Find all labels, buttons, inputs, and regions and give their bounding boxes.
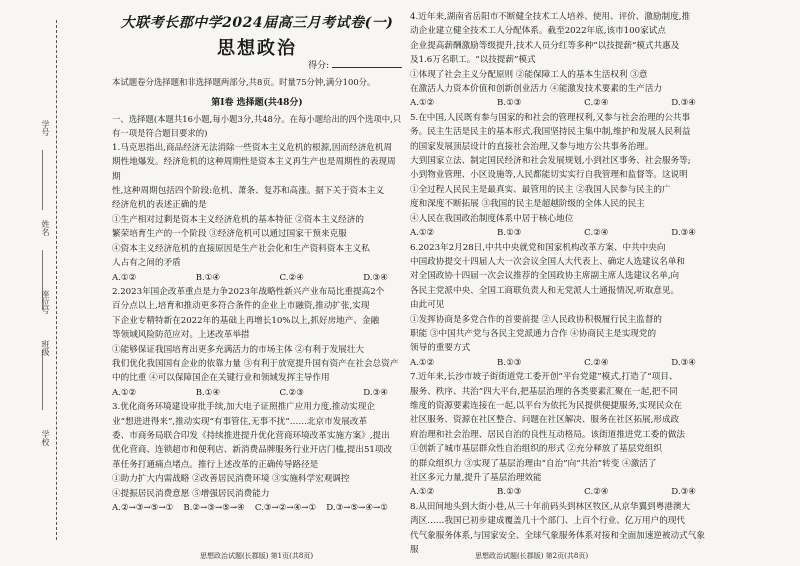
question-line: 7.近年来,长沙市坡子街街道党工委开创“平台党建”模式,打造了“项目、: [410, 372, 678, 383]
question-line: 等领域风险防范应对。上述改革举措: [112, 330, 250, 341]
choice-c: C.②④: [584, 487, 609, 498]
option-line: 我们优化我国国有企业的依靠力量 ③有利于放宽提升国有资产在社会总资产: [112, 358, 399, 369]
option-line: 繁荣培育生产的一个阶段 ③经济危机可以通过国家干预来克服: [112, 229, 347, 240]
question-line: 4.近年来,湖南省岳阳市不断健全技术工人培养、使用、评价、激励制度,推: [410, 12, 691, 22]
choice-a: A.①②: [112, 272, 137, 283]
option-line: 职能 ③中国共产党与各民主党派通力合作 ④协商民主是实现党的: [410, 328, 657, 339]
question: [410, 500, 710, 558]
choice-a: A.①②: [410, 357, 435, 368]
score-label: 得分:: [308, 60, 330, 71]
option-line: ①能够保证我国培育出更多充满活力的市场主体 ②有利于发展壮大: [112, 344, 364, 355]
right-column: [410, 10, 710, 555]
question-line: 中国政协提交十四届人大一次会议全国人大代表上、确定人选建议名单和: [410, 256, 686, 267]
choice-d: D.③④: [671, 357, 696, 368]
option-line: ①全过程人民民主是最真实、最管用的民主 ②我国人民参与民主的广: [410, 184, 671, 195]
question-line: 服务、秩序、共治”四大平台,把基层治理的各类要素汇聚在一起,把不同: [410, 386, 678, 397]
question-line: 的国家发展顶层设计的直接社会治理,又参与地方公共事务治理。: [410, 141, 654, 152]
volume-title: 第Ⅰ卷 选择题(共48分): [211, 97, 303, 108]
score-field: [112, 59, 402, 73]
question-line: 6.2023年2月28日,中共中央就党和国家机构改革方案、中共中央向: [410, 242, 666, 253]
choice-a: A.②→③→⑤→①: [112, 503, 174, 513]
question-line: 1.马克思指出,商品经济无法消除一些资本主义危机的根源,因而经济危机周: [112, 142, 393, 153]
choice-c: C.②④: [279, 272, 304, 283]
question-line: 优化营商、连锁超市和便利店、新消费品牌服务行业开店门槛,提出51项改: [112, 445, 393, 456]
subject-title: 思想政治: [217, 38, 297, 60]
option-line: ①创新了城市基层群众性自治组织的形式 ②充分释放了基层党组织: [410, 444, 662, 455]
choice-b: B.①③: [497, 98, 522, 109]
question-line: 社区服务、资源在社区整合、问题在社区解决、服务在社区拓展,形成政: [410, 415, 680, 426]
question: [410, 111, 710, 241]
page-footer-right: 思想政治试题(长郡版) 第2页(共8页): [475, 552, 589, 560]
question-line: 2.2023年国企改革重点是力争2023年战略性新兴产业布局比重提高2个: [112, 286, 385, 297]
question-line: 百分点以上,培育和推动更多符合条件的企业上市融资,推动扩张,实现: [112, 301, 370, 312]
option-line: 的群众组织力 ③实现了基层治理由“自治”向“共治”转变 ④激活了: [410, 458, 657, 469]
answer-choices: [410, 226, 710, 240]
choice-a: A.①②: [410, 487, 435, 498]
question: [410, 10, 710, 111]
question-line: 及1.6万名职工。“以技提薪”模式: [410, 55, 536, 66]
question-line: 经济危机的表述正确的是: [112, 200, 207, 211]
option-line: ④资本主义经济危机的直接原因是生产社会化和生产资料资本主义私: [112, 243, 370, 254]
question-line: 大到国家立法、制定国民经济和社会发展规划,小到社区事务、社会服务等;: [410, 156, 691, 167]
choice-b: B.①④: [195, 387, 221, 398]
option-line: 领导的重要方式: [410, 343, 471, 354]
question-line: 务。民主生活是民主的基本形式,我国坚持民主集中制,维护和发展人民利益: [410, 127, 691, 138]
question-line: 革任务打通痛点堵点。推行上述改革的正确传导路径是: [112, 459, 319, 470]
binding-field-line: [42, 150, 43, 210]
choice-a: A.①②: [410, 228, 435, 239]
choice-b: B.①③: [497, 228, 522, 239]
choice-b: B.①③: [497, 487, 522, 498]
answer-choices: [410, 356, 710, 370]
question-line: 性,这种周期包括四个阶段:危机、萧条、复苏和高涨。据下关于资本主义: [112, 186, 385, 197]
binding-label-class: 班级: [41, 340, 50, 356]
choice-d: D.③④: [363, 387, 388, 398]
binding-margin: [0, 0, 68, 566]
binding-label-seat: 座位号: [41, 290, 50, 314]
choice-c: C.②④: [584, 228, 609, 239]
page-footer-left: 思想政治试题(长郡版) 第1页(共8页): [200, 552, 314, 560]
option-line: ①生产相对过剩是资本主义经济危机的基本特征 ②资本主义经济的: [112, 214, 364, 225]
question-line: 8.从田间地头到大街小巷,从三十年前码头到林区牧区,从京华翼到粤港澳大: [410, 501, 691, 512]
choice-d: D.③④: [363, 272, 388, 283]
question-line: 动企业建立健全技术工人分配体系。截至2022年底,该市100家试点: [410, 26, 666, 37]
question-line: 委、市商务局联合印发《持续推进提升优化营商环境改革实施方案》,提出: [112, 430, 390, 441]
answer-choices: [410, 96, 710, 110]
choice-b: B.①③: [497, 357, 522, 368]
exam-note: 本试题卷分选择题和非选择题两部分,共8页。时量75分钟,满分100分。: [112, 77, 376, 88]
score-blank: [332, 59, 402, 68]
question: [112, 400, 402, 515]
exam-title: 大联考长郡中学2024届高三月考试卷(一): [120, 15, 394, 31]
answer-choices: [112, 386, 402, 400]
question-line: 期性地爆发。经济危机的这种周期性是资本主义再生产也是周期性的表现周期: [112, 157, 396, 182]
option-line: ④人民在我国政治制度体系中居于核心地位: [410, 213, 574, 224]
question: [112, 285, 402, 400]
question-line: 小到物业管理、小区设施等,人民都能切实实行自我管理和监督等。这说明: [410, 170, 688, 181]
question-line: 代气象服务体系,与国家安全、全球气象服务体系对接和全面加速逆被动式气象服: [410, 530, 705, 556]
choice-d: D.③④: [671, 487, 696, 498]
option-line: 人占有之间的矛盾: [112, 258, 181, 269]
answer-choices: [112, 271, 402, 285]
question-line: 业“想进进得来”,推动实现“有事管住,无事不扰”……北京市发展改革: [112, 416, 368, 427]
option-line: 中的比重 ④可以保障国企在关键行业和领域发挥主导作用: [112, 373, 330, 384]
question-line: 5.在中国,人民既有参与国家的和社会的管理权利,又参与社会治理的公共事: [410, 112, 691, 123]
question: [410, 370, 710, 500]
question-line: 由此可见: [410, 300, 445, 311]
choice-c: C.②④: [584, 98, 609, 109]
choice-c: C.②③: [279, 387, 304, 398]
answer-choices: [112, 501, 402, 515]
choice-d: D.③④: [671, 98, 696, 109]
question-line: 维度的资源要素连接在一起,以平台为依托为民提供便捷服务,实现民众在: [410, 400, 682, 411]
option-line: 在激活人力资本价值和创新创业活力 ④能激发技术要素的生产活力: [410, 84, 662, 95]
option-line: ①发挥协商是多党合作的首要前提 ②人民政协积极履行民主监督的: [410, 314, 662, 325]
answer-choices: [410, 485, 710, 499]
option-line: 度和深度不断拓展 ③我国的民主是超越阶级的全体人民的民主: [410, 199, 645, 210]
question-line: 下企业专精特新在2022年的基础上再增长10%以上,抓好房地产、金融: [112, 315, 380, 326]
choice-d: D.③→⑤→④→①: [326, 503, 388, 513]
choice-b: B.①④: [195, 272, 221, 283]
binding-label-student-id: 学号: [41, 120, 50, 136]
question-line: 府治理和社会治理、居民自治的良性互动格局。该街道推进党工委的做法: [410, 429, 686, 440]
choice-b: B.②→③→⑤→④: [183, 503, 245, 513]
question-line: 湾区……我国已初步建成覆盖几十个部门、上百个行业、亿万用户的现代: [410, 516, 686, 527]
choice-a: A.①②: [410, 98, 435, 109]
binding-label-name: 姓名: [41, 220, 50, 236]
question-line: 3.优化商务环境建设审批手续,加大电子证照推广应用力度,推动实现企: [112, 402, 375, 413]
question: [112, 141, 402, 285]
choice-c: C.②④: [584, 357, 609, 368]
question-line: 各民主党派中央、全国工商联负责人和无党派人士通报情况,听取意见。: [410, 285, 680, 296]
option-line: ④提振居民消费意愿 ⑤增强居民消费能力: [112, 488, 270, 499]
binding-dashed-line: [56, 20, 57, 540]
option-line: ①体现了社会主义分配原则 ②能保障工人的基本生活权利 ③意: [410, 69, 648, 80]
left-column: [112, 10, 402, 555]
binding-label-school: 学校: [41, 430, 50, 446]
binding-field-line: [42, 350, 43, 410]
choice-c: C.③→②→④→①: [254, 503, 317, 513]
choice-d: D.③④: [671, 228, 696, 239]
option-line: ①助力扩大内需战略 ②改善居民消费环境 ③实施科学宏观调控: [112, 474, 350, 485]
section-intro: 一、选择题(本题共16小题,每小题3分,共48分。在每小题给出的四个选项中,只有一项是符合题目要求的): [112, 114, 402, 139]
question-line: 企业提高薪酬激励等级提升,技术人员分红等多种“以技提薪”模式共惠及: [410, 40, 680, 51]
question-line: 对全国政协十四届一次会议推荐的全国政协主席副主席人选建议名单,向: [410, 271, 680, 282]
choice-a: A.①②: [112, 387, 137, 398]
option-line: 社区多元力量,提升了基层治理效能: [410, 473, 542, 483]
question: [410, 241, 710, 371]
